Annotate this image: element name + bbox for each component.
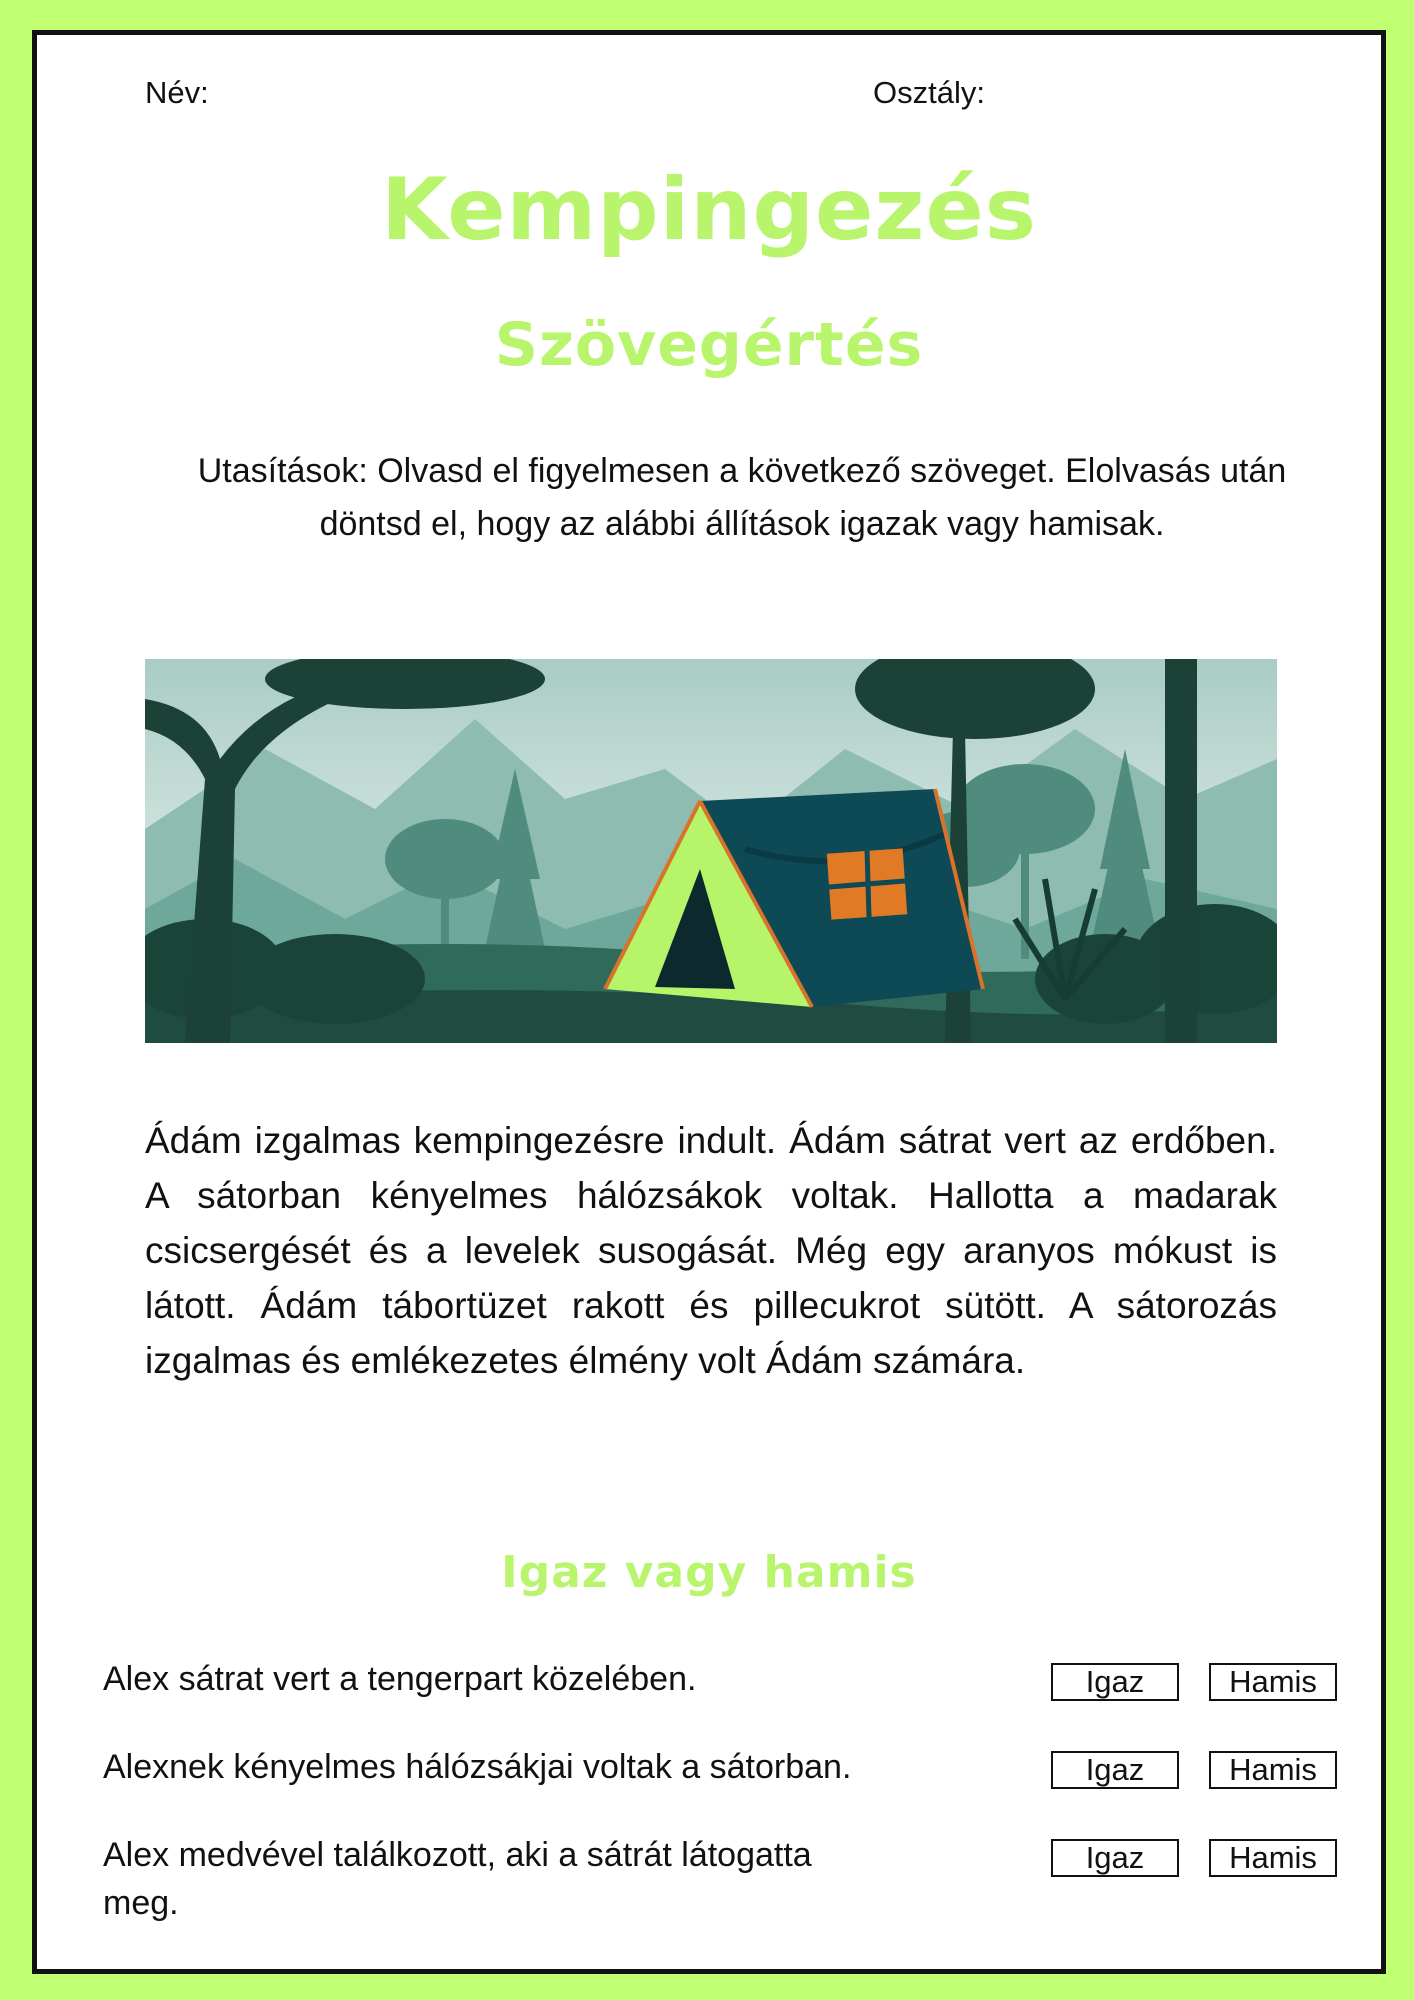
true-option-box[interactable]: Igaz xyxy=(1051,1751,1179,1789)
true-option-box[interactable]: Igaz xyxy=(1051,1663,1179,1701)
quiz-statement-3 xyxy=(103,1831,1317,1931)
statement-text: Alex sátrat vert a tengerpart közelében. xyxy=(103,1660,697,1698)
quiz-heading: Igaz vagy hamis xyxy=(501,1547,917,1598)
statement-text: Alex medvével találkozott, aki a sátrát látogatta meg. xyxy=(103,1836,812,1922)
worksheet xyxy=(32,30,1386,1974)
story-text: Ádám izgalmas kempingezésre indult. Ádám sátrat vert az erdőben. A sátorban kényelmes hálózsákok voltak. Hallotta a madarak csicsergését és a levelek susogását. Még egy aranyos mókust is látott. Ádám tábortüzet rakott és pillecukrot sütött. A sátorozás izgalmas és emlékezetes élmény volt Ádám számára. xyxy=(145,1120,1277,1381)
camping-illustration xyxy=(145,659,1277,1043)
page-subtitle: Szövegértés xyxy=(494,310,924,380)
false-option-box[interactable]: Hamis xyxy=(1209,1663,1337,1701)
page-title: Kempingezés xyxy=(381,160,1037,260)
quiz-statement-1 xyxy=(103,1655,1317,1715)
quiz-statement-2 xyxy=(103,1743,1317,1803)
instructions-text: Utasítások: Olvasd el figyelmesen a következő szöveget. Elolvasás után döntsd el, hogy az alábbi állítások igazak vagy hamisak. xyxy=(197,452,1287,543)
statement-text: Alexnek kényelmes hálózsákjai voltak a sátorban. xyxy=(103,1748,852,1786)
class-label: Osztály: xyxy=(873,75,985,110)
name-label: Név: xyxy=(145,75,209,110)
false-option-box[interactable]: Hamis xyxy=(1209,1839,1337,1877)
true-option-box[interactable]: Igaz xyxy=(1051,1839,1179,1877)
false-option-box[interactable]: Hamis xyxy=(1209,1751,1337,1789)
